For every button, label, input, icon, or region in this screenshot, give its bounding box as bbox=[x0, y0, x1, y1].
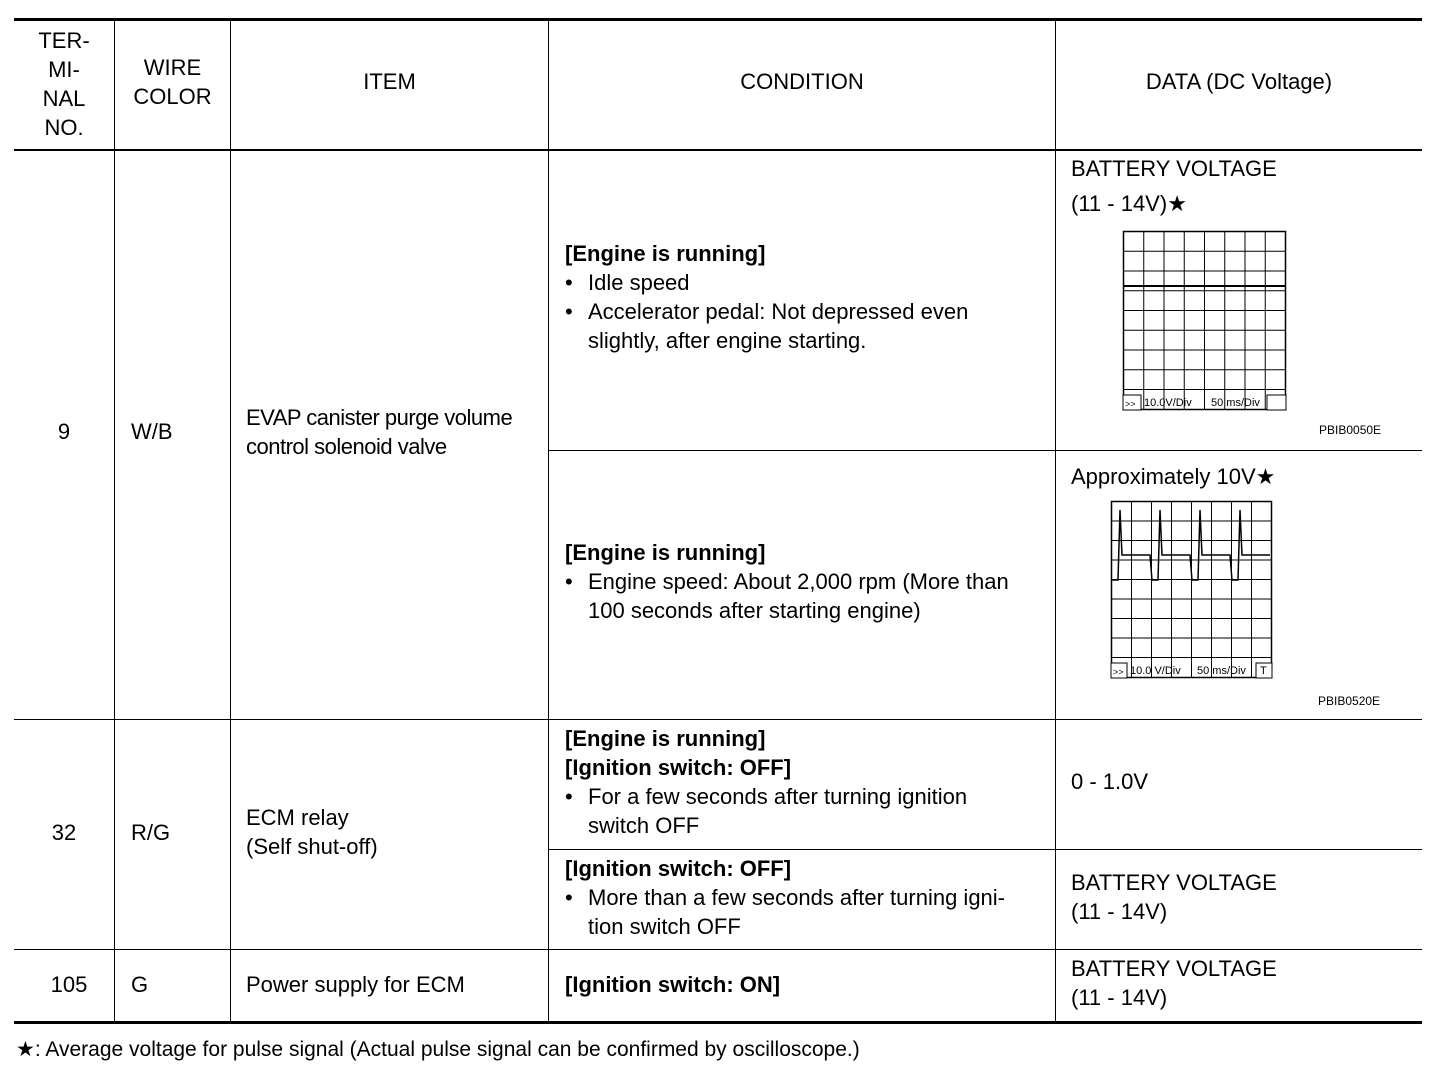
scope-time-div: 50 ms/Div bbox=[1197, 665, 1246, 677]
table-top-border bbox=[14, 18, 1422, 21]
item-name: EVAP canister purge volume control solenoid valve bbox=[246, 405, 513, 459]
scope-volt-div: 10.0 V/Div bbox=[1130, 665, 1181, 677]
figure-code: PBIB0050E bbox=[1319, 423, 1382, 437]
condition-heading: [Ignition switch: ON] bbox=[565, 972, 781, 997]
terminal-number: 105 bbox=[50, 972, 88, 997]
condition-heading: [Engine is running] [Ignition switch: OFF] bbox=[565, 726, 792, 780]
data-value: Approximately 10V★ bbox=[1071, 464, 1276, 489]
header-terminal-no: TER- MI- NAL NO. bbox=[38, 28, 90, 140]
star-icon: ★ bbox=[1255, 464, 1276, 489]
scope-trigger: T bbox=[1260, 665, 1267, 677]
row9-bottom-border bbox=[14, 719, 1422, 720]
condition-heading: [Engine is running] bbox=[565, 241, 766, 266]
col-divider-4 bbox=[1055, 20, 1056, 1023]
scope-marker: >> bbox=[1125, 399, 1136, 409]
row32-bottom-border bbox=[14, 949, 1422, 950]
scope-marker: >> bbox=[1113, 667, 1124, 677]
row32-condition-divider bbox=[548, 849, 1422, 850]
oscilloscope-waveform-battery bbox=[1122, 230, 1287, 412]
figure-code: PBIB0520E bbox=[1318, 694, 1381, 708]
header-wire-color: WIRE COLOR bbox=[133, 55, 212, 109]
header-divider bbox=[14, 149, 1422, 151]
header-data: DATA (DC Voltage) bbox=[1145, 69, 1333, 94]
condition-heading: [Engine is running] bbox=[565, 540, 766, 565]
table-bottom-border bbox=[14, 1021, 1422, 1024]
terminal-number: 9 bbox=[57, 419, 71, 444]
data-value: BATTERY VOLTAGE (11 - 14V)★ bbox=[1071, 156, 1277, 216]
col-divider-1 bbox=[114, 20, 115, 1023]
data-value: BATTERY VOLTAGE (11 - 14V) bbox=[1071, 956, 1277, 1010]
condition-heading: [Ignition switch: OFF] bbox=[565, 856, 792, 881]
star-icon: ★ bbox=[16, 1038, 35, 1061]
col-divider-3 bbox=[548, 20, 549, 1023]
wire-color: W/B bbox=[131, 419, 173, 444]
scope-time-div: 50 ms/Div bbox=[1211, 397, 1260, 409]
item-name: Power supply for ECM bbox=[246, 972, 465, 997]
terminal-number: 32 bbox=[51, 820, 77, 845]
scope-volt-div: 10.0V/Div bbox=[1144, 397, 1192, 409]
header-condition: CONDITION bbox=[740, 69, 864, 94]
wire-color: G bbox=[131, 972, 149, 997]
item-name: ECM relay (Self shut-off) bbox=[246, 805, 378, 859]
data-value: 0 - 1.0V bbox=[1071, 769, 1149, 794]
row9-condition-divider bbox=[548, 450, 1422, 451]
header-item: ITEM bbox=[363, 69, 416, 94]
footnote: ★: Average voltage for pulse signal (Actual pulse signal can be confirmed by oscilloscope.) bbox=[16, 1038, 860, 1061]
col-divider-2 bbox=[230, 20, 231, 1023]
oscilloscope-waveform-pulse bbox=[1110, 500, 1273, 680]
wire-color: R/G bbox=[131, 820, 171, 845]
data-value: BATTERY VOLTAGE (11 - 14V) bbox=[1071, 870, 1277, 924]
star-icon: ★ bbox=[1167, 191, 1187, 216]
